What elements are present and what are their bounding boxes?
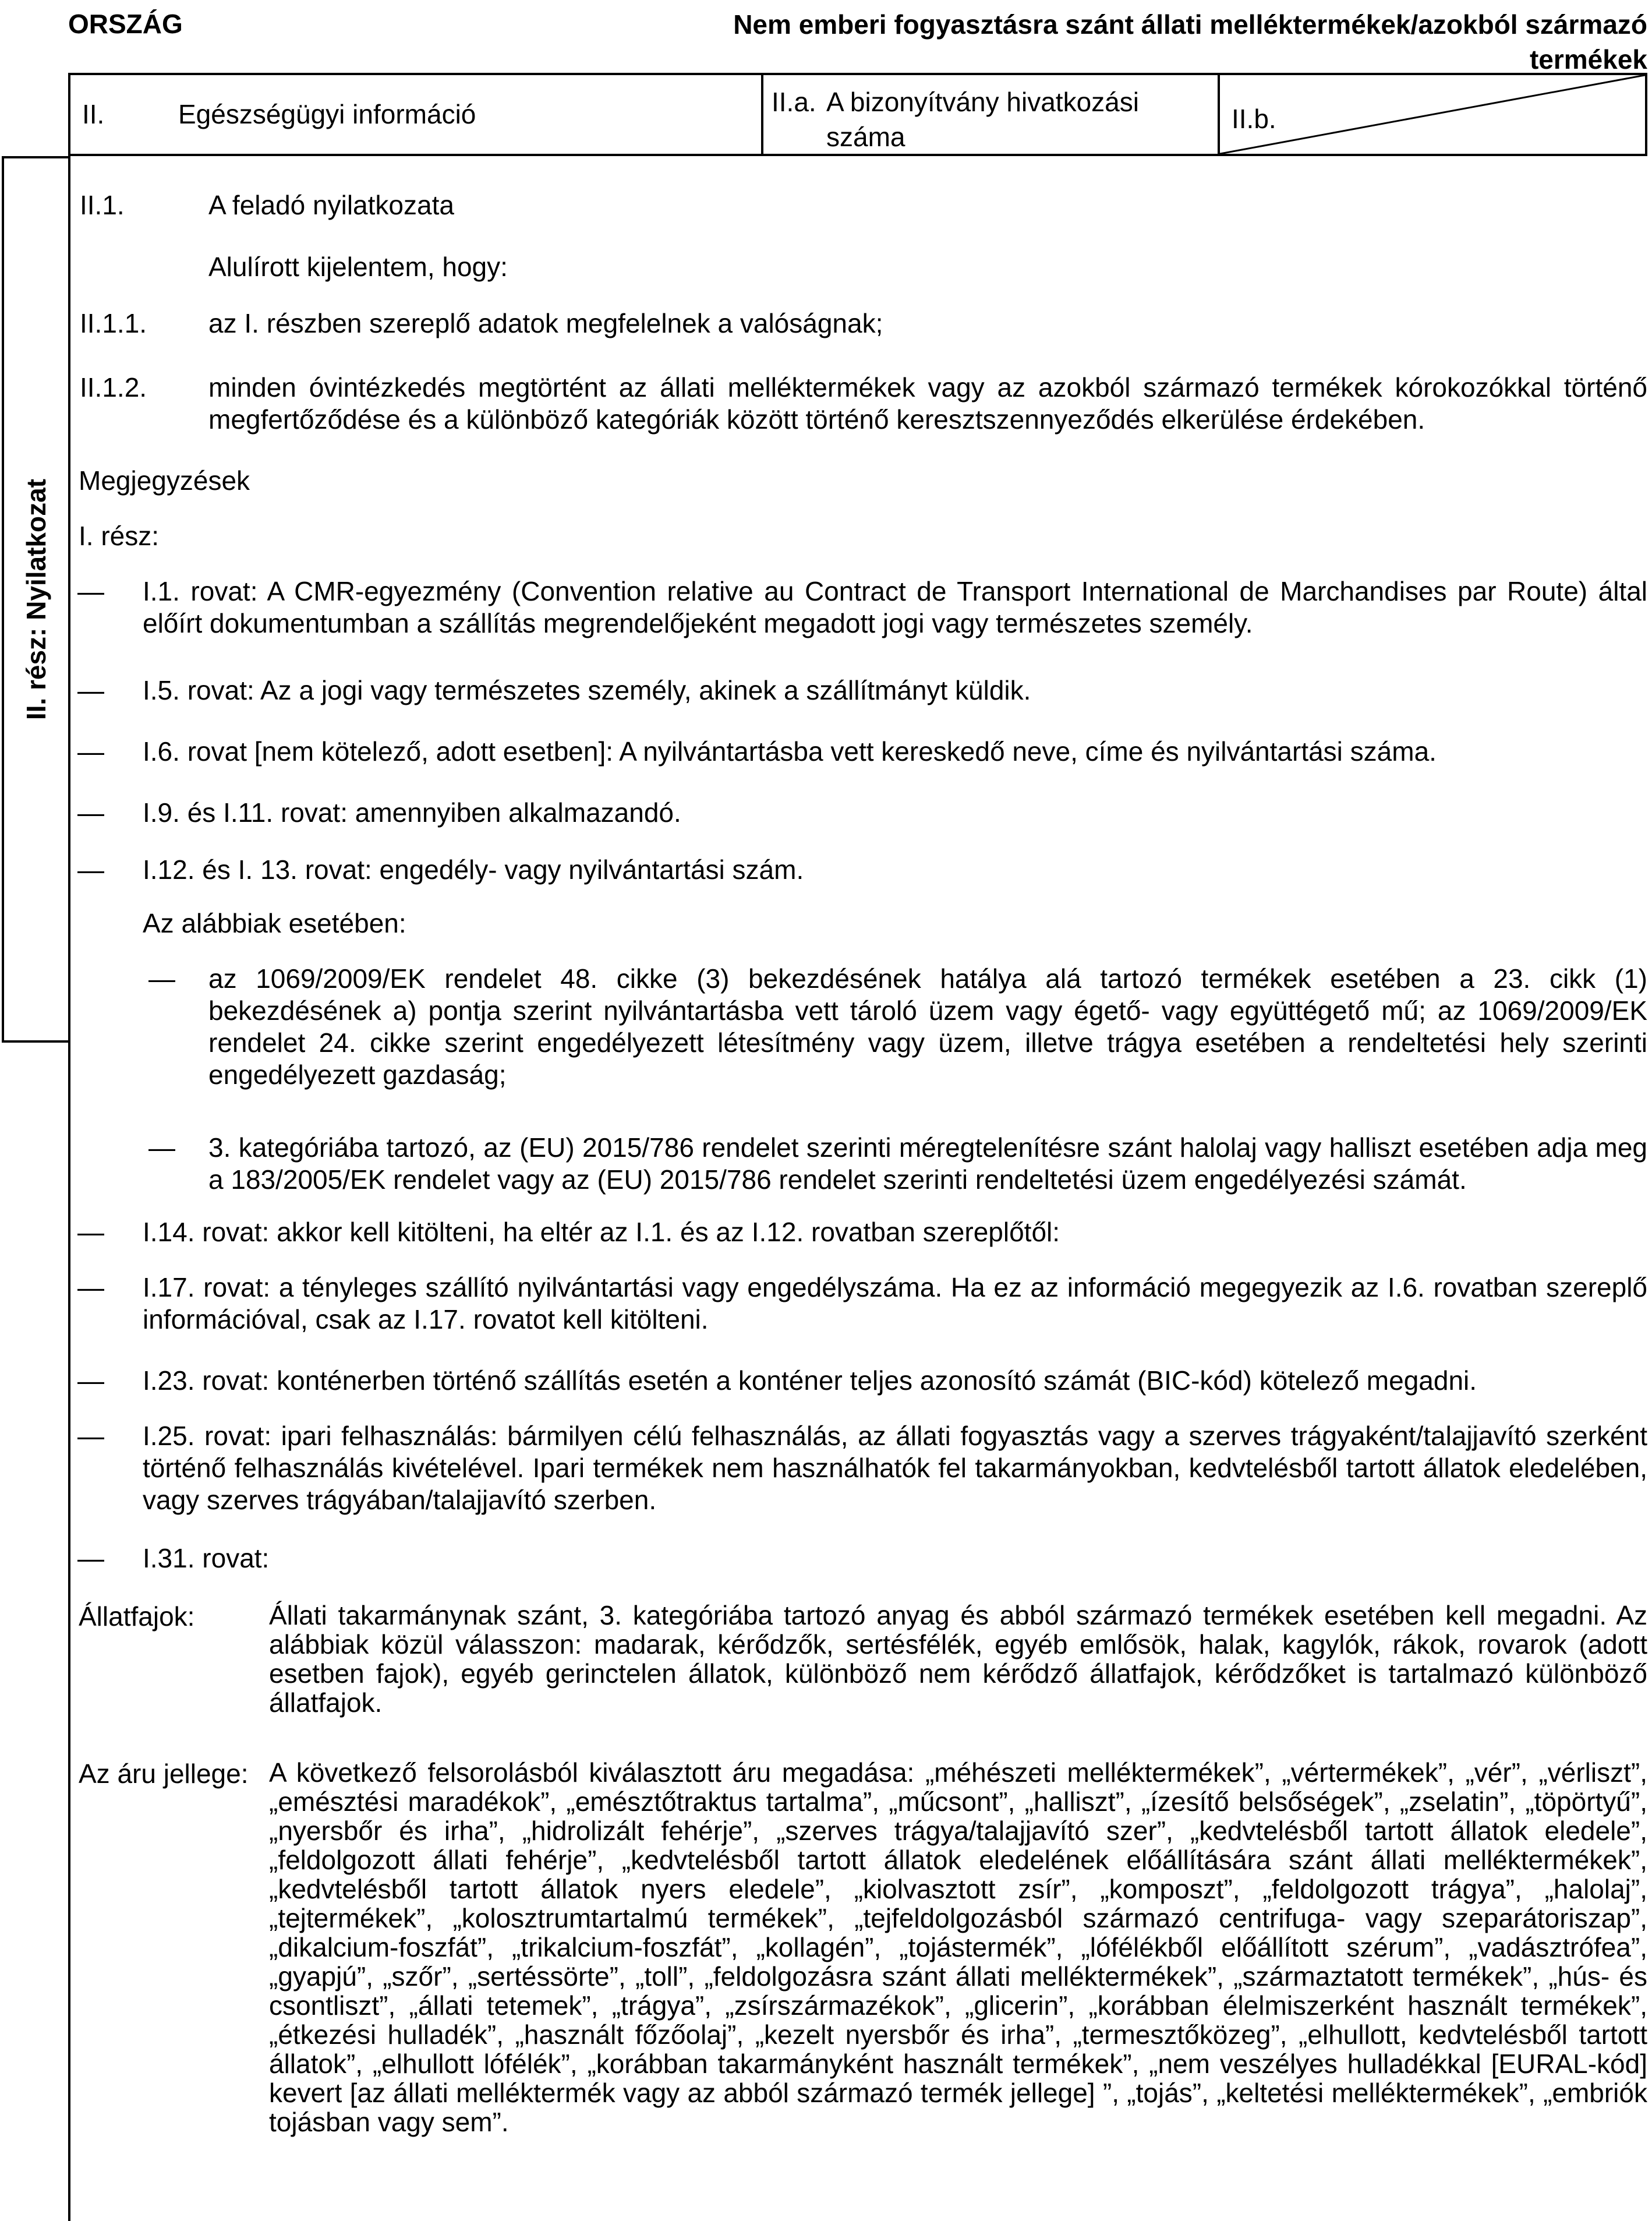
list-item-text: I.6. rovat [nem kötelező, adott esetben]: A nyilvántartásba vett kereskedő neve, címe és nyilvántartási száma.: [143, 736, 1437, 767]
list-item-text: I.12. és I. 13. rovat: engedély- vagy nyilvántartási szám.: [143, 854, 804, 885]
list-item: [68, 963, 1647, 1091]
list-item-text: I.1. rovat: A CMR-egyezmény (Convention relative au Contract de Transport International de Marchandises par Route) által előírt dokumentumban a szállítás megrendelőjeként megadott jogi vagy természetes személy.: [143, 576, 1647, 638]
section-item: [68, 189, 1647, 221]
list-item: [68, 1272, 1647, 1336]
definition-row: [68, 1601, 1647, 1717]
list-item-text: I.14. rovat: akkor kell kitölteni, ha eltér az I.1. és az I.12. rovatban szereplőtől:: [143, 1217, 1060, 1247]
dash-bullet: —: [77, 854, 104, 885]
section-item: [68, 308, 1647, 340]
dash-bullet: —: [77, 1365, 104, 1396]
list-item-text: I.23. rovat: konténerben történő szállítás esetén a konténer teljes azonosító számát (BIC-kód) kötelező megadni.: [143, 1365, 1477, 1396]
list-item: [68, 736, 1647, 768]
section-item: [68, 372, 1647, 436]
list-item: [68, 575, 1647, 640]
clause-text: az I. részben szereplő adatok megfelelnek a valóságnak;: [208, 308, 883, 338]
diagonal-strike-line: [1220, 75, 1645, 154]
notes-heading: Megjegyzések: [79, 465, 250, 496]
list-item: [68, 1365, 1647, 1397]
definition-label: Az áru jellege:: [79, 1759, 249, 1789]
dash-bullet: —: [77, 1217, 104, 1247]
list-item: [68, 675, 1647, 707]
cell-iib: [1220, 75, 1645, 154]
dash-bullet: —: [77, 736, 104, 767]
cell-certificate-reference: [763, 75, 1220, 154]
definition-text: Állati takarmánynak szánt, 3. kategóriába tartozó anyag és abból származó termékek esetében kell megadni. Az alábbiak közül válasszon: madarak, kérődzők, sertésfélék, egyéb emlősök, halak, kagylók, rákok, rovarok (adott esetben fajok), egyéb gerinctelen állatok, különböző nem kérődző állatfajok, kérődzőket is tartalmazó különböző állatfajok.: [269, 1600, 1647, 1718]
ref-label: A bizonyítvány hivatkozási száma: [826, 87, 1139, 152]
list-item-text: I.5. rovat: Az a jogi vagy természetes személy, akinek a szállítmányt küldik.: [143, 675, 1031, 705]
dash-bullet: —: [148, 1132, 175, 1163]
list-item-text: I.25. rovat: ipari felhasználás: bármilyen célú felhasználás, az állati fogyasztás vagy a szerves trágyaként/talajjavító szerként történő felhasználás kivételével. Ipari termékek nem használhatók fel takarmányokban, kedvtelésből tartott állatok eledelében, vagy szerves trágyában/talajjavító szerben.: [143, 1421, 1647, 1515]
list-item-text: I.9. és I.11. rovat: amennyiben alkalmazandó.: [143, 797, 681, 828]
list-item-text: az 1069/2009/EK rendelet 48. cikke (3) bekezdésének hatálya alá tartozó termékek esetében a 23. cikk (1) bekezdésének a) pontja szerint nyilvántartásba vett tároló üzem vagy égető- vagy együttégető mű; az 1069/2009/EK rendelet 24. cikke szerint engedélyezett létesítmény vagy üzem, illetve trágya esetében a rendeltetési hely szerinti engedélyezett gazdaság;: [208, 963, 1647, 1090]
clause-number: II.1.: [80, 190, 125, 220]
list-item: [68, 797, 1647, 829]
country-label: ORSZÁG: [68, 9, 183, 39]
iib-number: II.b.: [1232, 104, 1276, 134]
dash-bullet: —: [77, 797, 104, 828]
clause-text: A feladó nyilatkozata: [208, 190, 454, 220]
section-title: Egészségügyi információ: [178, 99, 476, 129]
list-item: [68, 1542, 1647, 1574]
clause-number: II.1.1.: [80, 308, 147, 338]
ref-number: II.a.: [772, 87, 816, 117]
part-heading: I. rész:: [79, 521, 160, 551]
list-item: [68, 854, 1647, 886]
list-item: [68, 1132, 1647, 1196]
section-item: [68, 251, 1647, 283]
section-number: II.: [82, 99, 105, 129]
list-item-text: I.17. rovat: a tényleges szállító nyilvántartási vagy engedélyszáma. Ha ez az információ megegyezik az I.6. rovatban szereplő információval, csak az I.17. rovatot kell kitölteni.: [143, 1272, 1647, 1334]
page-title: Nem emberi fogyasztásra szánt állati melléktermékek/azokból származó termékek: [733, 9, 1647, 75]
list-item-text: I.31. rovat:: [143, 1543, 270, 1573]
clause-text: minden óvintézkedés megtörtént az állati melléktermékek vagy az azokból származó termékek kórokozókkal történő megfertőződése és a különböző kategóriák között történő keresztszennyeződés elkerülése érdekében.: [208, 372, 1647, 435]
definition-label: Állatfajok:: [79, 1601, 195, 1632]
header-table: [68, 73, 1647, 156]
dash-bullet: —: [77, 576, 104, 606]
list-item: [68, 1216, 1647, 1248]
list-item: [68, 1420, 1647, 1516]
dash-bullet: —: [148, 963, 175, 994]
dash-bullet: —: [77, 675, 104, 705]
clause-number: II.1.2.: [80, 372, 147, 402]
part-ii-band: [2, 156, 68, 1043]
part-ii-band-label: II. rész: Nyilatkozat: [21, 478, 51, 721]
cell-health-information: [70, 75, 763, 154]
list-item-text: 3. kategóriába tartozó, az (EU) 2015/786 rendelet szerinti méregtelenítésre szánt halolaj vagy halliszt esetében adja meg a 183/2005/EK rendelet vagy az (EU) 2015/786 rendelet szerinti rendeltetési üzem engedélyezési számát.: [208, 1132, 1647, 1195]
list-intro-row: [68, 908, 1647, 940]
dash-bullet: —: [77, 1421, 104, 1451]
definition-text: A következő felsorolásból kiválasztott áru megadása: „méhészeti melléktermékek”, „vértermékek”, „vér”, „vérliszt”, „emésztési maradékok”, „emésztőtraktus tartalma”, „műcsont”, „halliszt”, „ízesítő belsőségek”, „zselatin”, „töpörtyű”, „nyersbőr és irha”, „hidrolizált fehérje”, „szerves trágya/talajjavító szer”, „kedvtelésből tartott állatok eledele”, „feldolgozott állati fehérje”, „kedvtelésből tartott állatok eledelének előállítására szánt állati melléktermékek”, „kedvtelésből tartott állatok nyers eledele”, „kiolvasztott zsír”, „komposzt”, „feldolgozott trágya”, „halolaj”, „tejtermékek”, „kolosztrumtartalmú termékek”, „tejfeldolgozásból származó centrifuga- vagy szeparátoriszap”, „dikalcium-foszfát”, „trikalcium-foszfát”, „kollagén”, „tojástermék”, „lófélékből előállított szérum”, „vadásztrófea”, „gyapjú”, „szőr”, „sertéssörte”, „toll”, „feldolgozásra szánt állati melléktermékek”, „származtatott termékek”, „hús- és csontliszt”, „állati tetemek”, „trágya”, „zsírszármazékok”, „glicerin”, „korábban élelmiszerként használt termékek”, „étkezési hulladék”, „használt főzőolaj”, „kezelt nyersbőr és irha”, „termesztőközeg”, „elhullott, kedvtelésből tartott állatok”, „elhullott lófélék”, „korábban takarmányként használt termékek”, „nem veszélyes hulladékkal [EURAL-kód] kevert [az állati melléktermék vagy az abból származó termék jellege] ”, „tojás”, „keltetési melléktermékek”, „embriók tojásban vagy sem”.: [269, 1757, 1647, 2137]
clause-text: Alulírott kijelentem, hogy:: [208, 252, 508, 282]
dash-bullet: —: [77, 1543, 104, 1573]
dash-bullet: —: [77, 1272, 104, 1302]
list-intro-text: Az alábbiak esetében:: [143, 908, 406, 938]
definition-row: [68, 1758, 1647, 2137]
